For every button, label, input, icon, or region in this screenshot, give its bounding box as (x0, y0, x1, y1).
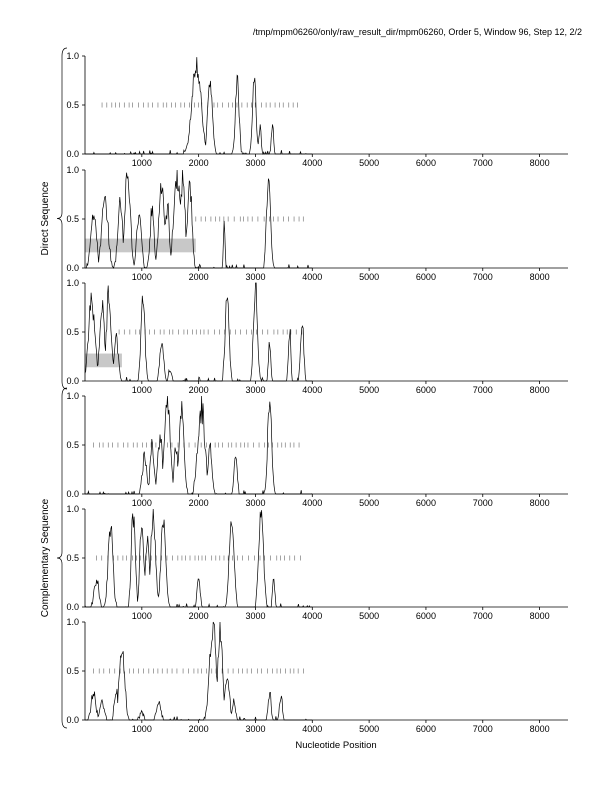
y-tick-label: 0.0 (66, 376, 79, 386)
y-tick-label: 0.0 (66, 602, 79, 612)
x-tick-label: 2000 (188, 611, 209, 621)
x-tick-label: 6000 (415, 724, 436, 734)
x-tick-label: 6000 (415, 385, 436, 395)
y-tick-label: 1.0 (66, 51, 79, 61)
x-tick-label: 7000 (472, 158, 493, 168)
x-tick-label: 7000 (472, 724, 493, 734)
x-tick-label: 7000 (472, 272, 493, 282)
header-text: /tmp/mpm06260/only/raw_result_dir/mpm06260, Order 5, Window 96, Step 12, 2/2 (252, 27, 582, 37)
x-tick-label: 8000 (529, 272, 550, 282)
x-tick-label: 3000 (245, 385, 266, 395)
x-tick-label: 1000 (131, 724, 152, 734)
y-tick-label: 1.0 (66, 391, 79, 401)
x-tick-label: 5000 (359, 498, 380, 508)
x-tick-label: 5000 (359, 158, 380, 168)
y-tick-label: 0.5 (66, 666, 79, 676)
x-tick-label: 8000 (529, 385, 550, 395)
x-tick-label: 6000 (415, 611, 436, 621)
x-tick-label: 5000 (359, 385, 380, 395)
y-tick-label: 1.0 (66, 617, 79, 627)
x-tick-label: 1000 (131, 385, 152, 395)
y-tick-label: 0.0 (66, 149, 79, 159)
x-axis-label: Nucleotide Position (295, 740, 377, 751)
x-tick-label: 5000 (359, 724, 380, 734)
x-tick-label: 2000 (188, 272, 209, 282)
x-tick-label: 8000 (529, 498, 550, 508)
x-tick-label: 2000 (188, 724, 209, 734)
x-tick-label: 8000 (529, 724, 550, 734)
x-tick-label: 5000 (359, 611, 380, 621)
y-tick-label: 0.5 (66, 553, 79, 563)
y-tick-label: 0.5 (66, 214, 79, 224)
x-tick-label: 3000 (245, 724, 266, 734)
x-tick-label: 1000 (131, 272, 152, 282)
series-line (85, 622, 312, 720)
y-tick-label: 1.0 (66, 278, 79, 288)
y-tick-label: 0.0 (66, 715, 79, 725)
x-tick-label: 7000 (472, 385, 493, 395)
group-label: Direct Sequence (40, 181, 51, 256)
shaded-region (85, 239, 196, 253)
shaded-region (85, 354, 122, 368)
x-tick-label: 4000 (302, 158, 323, 168)
y-tick-label: 0.5 (66, 440, 79, 450)
x-tick-label: 1000 (131, 498, 152, 508)
x-tick-label: 1000 (131, 611, 152, 621)
x-tick-label: 3000 (245, 498, 266, 508)
x-tick-label: 6000 (415, 272, 436, 282)
x-tick-label: 4000 (302, 272, 323, 282)
x-tick-label: 2000 (188, 498, 209, 508)
x-tick-label: 7000 (472, 498, 493, 508)
x-tick-label: 4000 (302, 385, 323, 395)
y-tick-label: 0.0 (66, 263, 79, 273)
x-tick-label: 4000 (302, 724, 323, 734)
x-tick-label: 3000 (245, 611, 266, 621)
x-tick-label: 5000 (359, 272, 380, 282)
x-tick-label: 2000 (188, 158, 209, 168)
x-tick-label: 8000 (529, 158, 550, 168)
y-tick-label: 0.5 (66, 100, 79, 110)
y-tick-label: 1.0 (66, 504, 79, 514)
y-tick-label: 0.5 (66, 327, 79, 337)
x-tick-label: 3000 (245, 272, 266, 282)
x-tick-label: 4000 (302, 611, 323, 621)
x-tick-label: 8000 (529, 611, 550, 621)
x-tick-label: 4000 (302, 498, 323, 508)
x-tick-label: 6000 (415, 158, 436, 168)
x-tick-label: 3000 (245, 158, 266, 168)
group-label: Complementary Sequence (40, 498, 51, 618)
y-tick-label: 1.0 (66, 165, 79, 175)
x-tick-label: 7000 (472, 611, 493, 621)
x-tick-label: 2000 (188, 385, 209, 395)
x-tick-label: 6000 (415, 498, 436, 508)
y-tick-label: 0.0 (66, 489, 79, 499)
x-tick-label: 1000 (131, 158, 152, 168)
